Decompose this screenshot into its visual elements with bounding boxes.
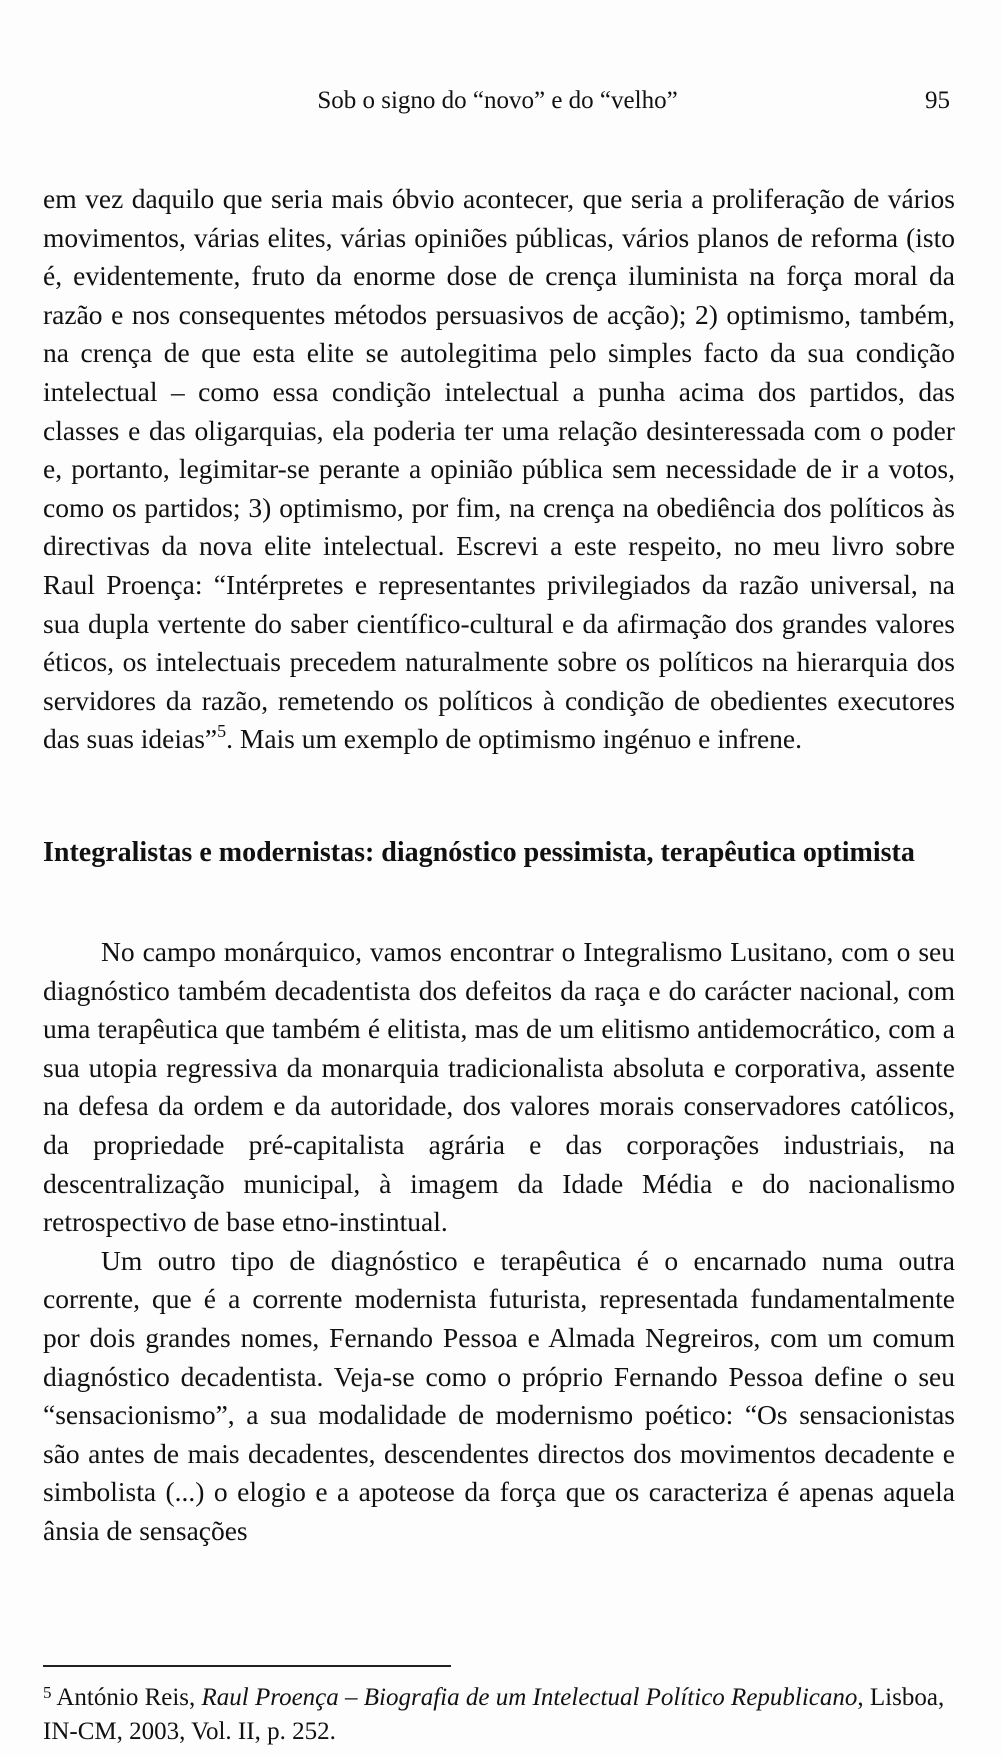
body-paragraph-modernismo: Um outro tipo de diagnóstico e terapêutica é o encarnado numa outra corrente, que é a corrente modernista futurista, representada fundamentalmente por dois grandes nomes, Fernando Pessoa e Almada Negreiros, com um comum diagnóstico decadentista. Veja-se como o próprio Fernando Pessoa define o seu “sensacionismo”, a sua modalidade de modernismo poético: “Os sensacionistas são antes de mais decadentes, descendentes directos dos movimentos decadente e simbolista (...) o elogio e a apoteose da força que os caracteriza é apenas aquela ânsia de sensações xyxy=(43,1244,955,1546)
running-title: Sob o signo do “novo” e do “velho” xyxy=(317,87,678,114)
footnote-number: 5 xyxy=(43,1683,52,1702)
page-number: 95 xyxy=(925,87,950,114)
footnote-book-title: Raul Proença – Biografia de um Intelectual Político Republicano xyxy=(201,1684,858,1711)
running-header xyxy=(40,84,955,118)
footnote-reference: 5 xyxy=(217,721,227,742)
footnote-divider xyxy=(43,1665,451,1667)
paragraph-text-tail: . Mais um exemplo de optimismo ingénuo e infrene. xyxy=(226,723,802,755)
footnote-details: , Lisboa, IN-CM, 2003, Vol. II, p. 252. xyxy=(43,1684,945,1745)
footnote-author: António Reis, xyxy=(56,1684,196,1711)
section-heading: Integralistas e modernistas: diagnóstico pessimista, terapêutica optimista xyxy=(43,837,915,868)
section-body xyxy=(43,933,955,1551)
body-paragraph-integralismo: No campo monárquico, vamos encontrar o Integralismo Lusitano, com o seu diagnóstico também decadentista dos defeitos da raça e do carácter nacional, com uma terapêutica que também é elitista, mas de um elitismo antidemocrático, com a sua utopia regressiva da monarquia tradicionalista absoluta e corporativa, assente na defesa da ordem e da autoridade, dos valores morais conservadores católicos, da propriedade pré-capitalista agrária e das corporações industriais, na descentralização municipal, à imagem da Idade Média e do nacionalismo retrospectivo de base etno-instintual. xyxy=(43,936,955,1238)
paragraph-text-main: em vez daquilo que seria mais óbvio acontecer, que seria a proliferação de vários movimentos, várias elites, várias opiniões públicas, vários planos de reforma (isto é, evidentemente, fruto da enorme dose de crença iluminista na força moral da razão e nos consequentes métodos persuasivos de acção); 2) optimismo, também, na crença de que esta elite se autolegitima pelo simples facto da sua condição intelectual – como essa condição intelectual a punha acima dos partidos, das classes e das oligarquias, ela poderia ter uma relação desinteressada com o poder e, portanto, legimitar-se perante a opinião pública sem necessidade de ir a votos, como os partidos; 3) optimismo, por fim, na crença na obediência dos políticos às directivas da nova elite intelectual. Escrevi a este respeito, no meu livro sobre Raul Proença: “Intérpretes e representantes privilegiados da razão universal, na sua dupla vertente do saber científico-cultural e da afirmação dos grandes valores éticos, os intelectuais precedem naturalmente sobre os políticos na hierarquia dos servidores da razão, remetendo os políticos à condição de obedientes executores das suas ideias” xyxy=(43,183,955,755)
footnote xyxy=(43,1676,955,1749)
body-paragraph-continued xyxy=(43,180,955,759)
paragraph-text xyxy=(43,180,955,759)
